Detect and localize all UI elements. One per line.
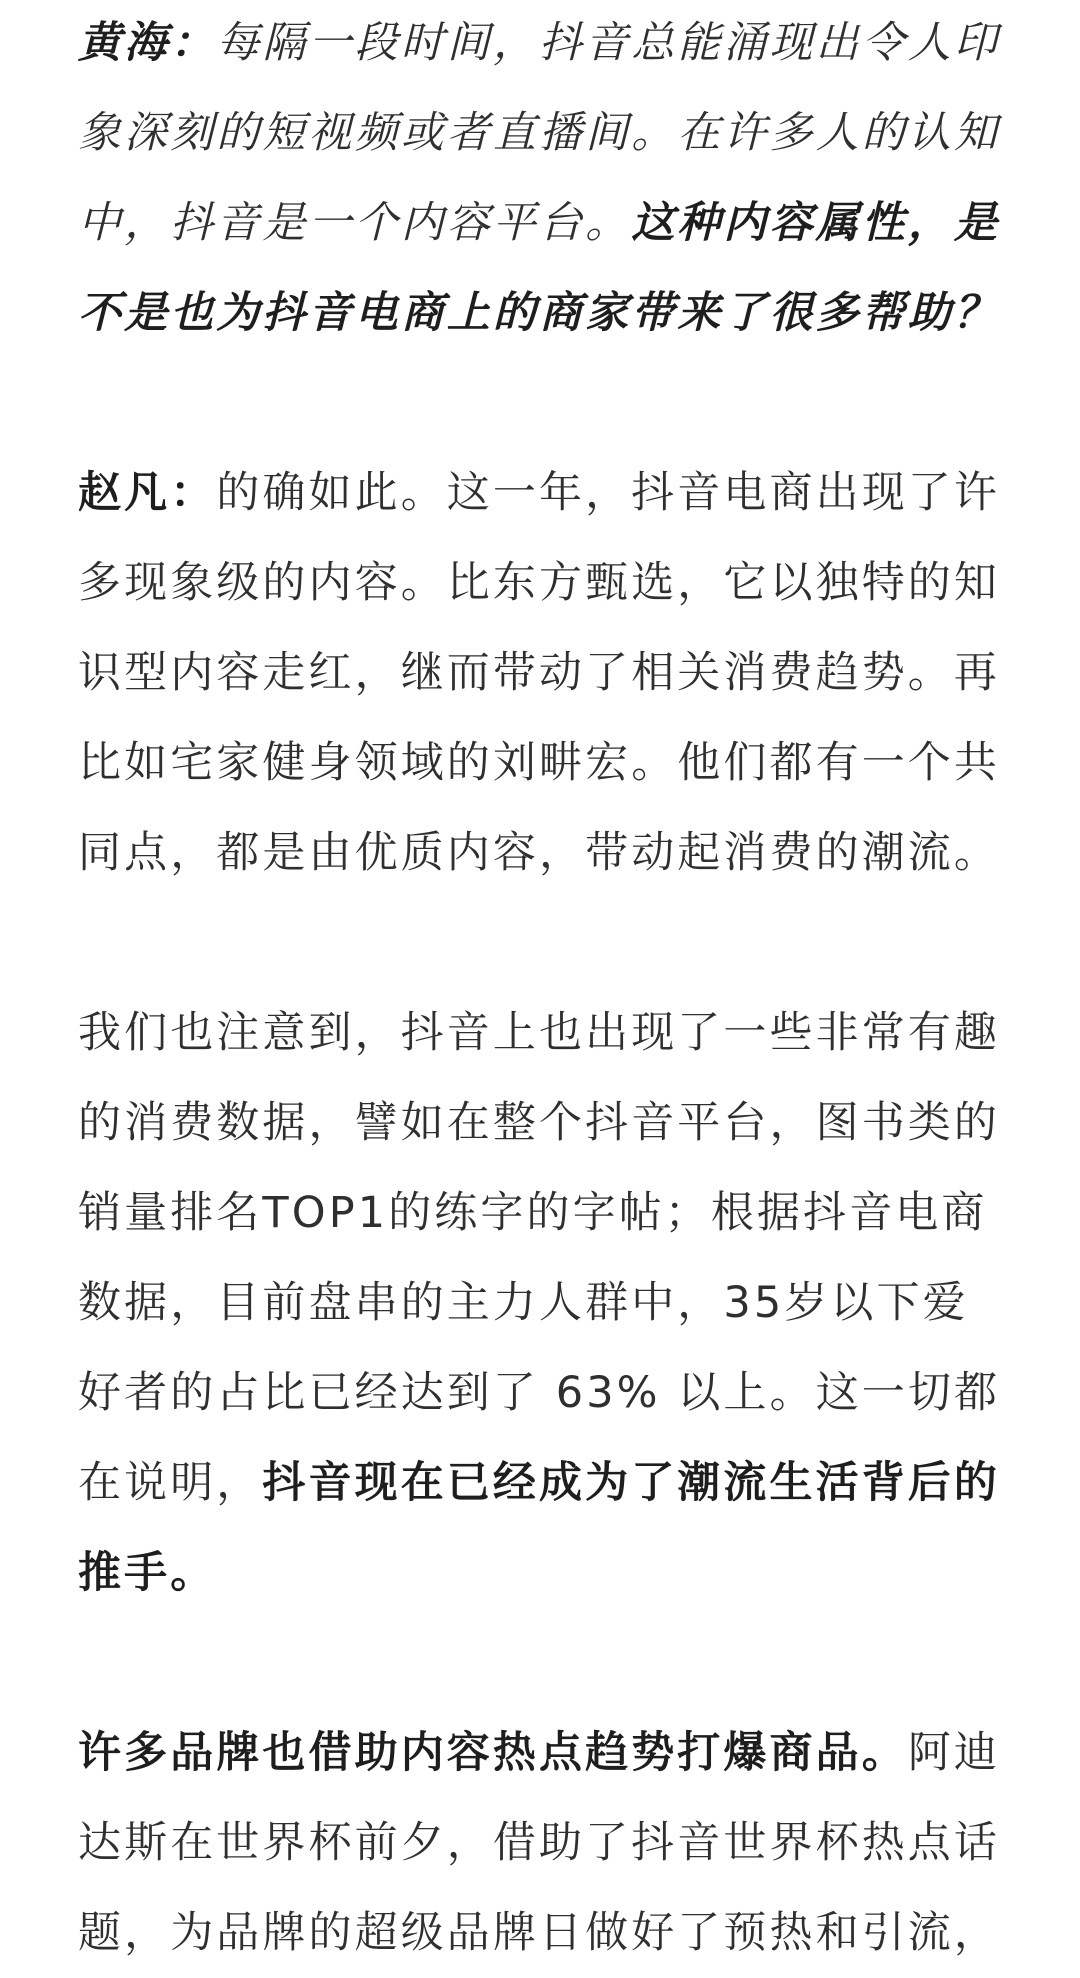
interview-question-paragraph: [78, 0, 1008, 358]
speaker-huang-hai: 黄海：: [78, 18, 217, 68]
brand-paragraph: [78, 1708, 1008, 1978]
speaker-zhao-fan: 赵凡：: [78, 468, 217, 518]
question-bold-text: 这种内容属性，是不是也为抖音电商上的商家带来了很多帮助？: [78, 198, 1001, 338]
brand-bold-lead: 许多品牌也借助内容热点趋势打爆商品。: [78, 1728, 908, 1778]
data-paragraph: [78, 988, 1008, 1618]
article-body: [78, 0, 1008, 1978]
data-bold-conclusion: 抖音现在已经成为了潮流生活背后的推手。: [78, 1458, 1001, 1598]
answer-text: 的确如此。这一年，抖音电商出现了许多现象级的内容。比东方甄选，它以独特的知识型内容走红，继而带动了相关消费趋势。再比如宅家健身领域的刘畊宏。他们都有一个共同点，都是由优质内容，带动起消费的潮流。: [78, 468, 1001, 878]
answer-paragraph: [78, 448, 1008, 898]
question-text: 每隔一段时间，抖音总能涌现出令人印象深刻的短视频或者直播间。在许多人的认知中，抖音是一个内容平台。: [78, 18, 1001, 248]
brand-text: 阿迪达斯在世界杯前夕，借助了抖音世界杯热点话题，为品牌的超级品牌日做好了预热和引流，: [78, 1728, 1001, 1958]
data-text: 我们也注意到，抖音上也出现了一些非常有趣的消费数据，譬如在整个抖音平台，图书类的销量排名TOP1的练字的字帖；根据抖音电商数据，目前盘串的主力人群中，35岁以下爱好者的占比已经达到了 63% 以上。这一切都在说明，: [78, 1008, 1001, 1508]
